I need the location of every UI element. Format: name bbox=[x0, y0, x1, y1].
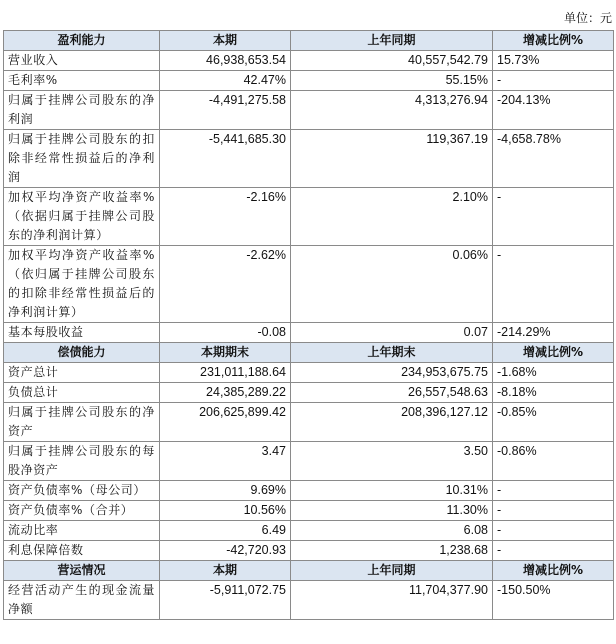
current-value: 10.56% bbox=[160, 501, 291, 521]
previous-period-header: 上年同期 bbox=[291, 561, 493, 581]
table-row bbox=[4, 442, 614, 481]
change-header: 增减比例% bbox=[493, 31, 614, 51]
table-row bbox=[4, 501, 614, 521]
current-value: -0.08 bbox=[160, 323, 291, 343]
row-label: 归属于挂牌公司股东的每股净资产 bbox=[4, 442, 160, 481]
change-percent: 15.73% bbox=[493, 51, 614, 71]
change-percent: -204.13% bbox=[493, 91, 614, 130]
row-label: 负债总计 bbox=[4, 383, 160, 403]
previous-value: 208,396,127.12 bbox=[291, 403, 493, 442]
previous-value: 0.07 bbox=[291, 323, 493, 343]
previous-period-header: 上年期末 bbox=[291, 343, 493, 363]
current-value: 3.47 bbox=[160, 442, 291, 481]
previous-value: 1,238.68 bbox=[291, 541, 493, 561]
previous-period-header: 上年同期 bbox=[291, 31, 493, 51]
table-row bbox=[4, 323, 614, 343]
row-label: 基本每股收益 bbox=[4, 323, 160, 343]
table-row bbox=[4, 91, 614, 130]
row-label: 归属于挂牌公司股东的扣除非经常性损益后的净利润 bbox=[4, 130, 160, 188]
row-label: 流动比率 bbox=[4, 521, 160, 541]
row-label: 资产负债率%（母公司） bbox=[4, 481, 160, 501]
change-percent: - bbox=[493, 521, 614, 541]
table-row bbox=[4, 130, 614, 188]
table-row bbox=[4, 383, 614, 403]
current-value: -5,441,685.30 bbox=[160, 130, 291, 188]
current-value: -2.62% bbox=[160, 246, 291, 323]
section-title: 盈利能力 bbox=[4, 31, 160, 51]
table-row bbox=[4, 581, 614, 620]
table-row bbox=[4, 363, 614, 383]
section-header-row bbox=[4, 31, 614, 51]
change-percent: -0.85% bbox=[493, 403, 614, 442]
table-row bbox=[4, 541, 614, 561]
table-row bbox=[4, 51, 614, 71]
row-label: 加权平均净资产收益率%（依据归属于挂牌公司股东的净利润计算） bbox=[4, 188, 160, 246]
row-label: 资产负债率%（合并） bbox=[4, 501, 160, 521]
current-period-header: 本期 bbox=[160, 561, 291, 581]
current-value: 42.47% bbox=[160, 71, 291, 91]
current-value: -5,911,072.75 bbox=[160, 581, 291, 620]
change-percent: -8.18% bbox=[493, 383, 614, 403]
change-percent: - bbox=[493, 188, 614, 246]
financial-summary-table bbox=[3, 30, 614, 620]
table-row bbox=[4, 188, 614, 246]
change-percent: -214.29% bbox=[493, 323, 614, 343]
previous-value: 2.10% bbox=[291, 188, 493, 246]
table-row bbox=[4, 521, 614, 541]
previous-value: 3.50 bbox=[291, 442, 493, 481]
row-label: 利息保障倍数 bbox=[4, 541, 160, 561]
section-header-row bbox=[4, 343, 614, 363]
row-label: 归属于挂牌公司股东的净利润 bbox=[4, 91, 160, 130]
change-percent: -1.68% bbox=[493, 363, 614, 383]
previous-value: 6.08 bbox=[291, 521, 493, 541]
change-percent: - bbox=[493, 481, 614, 501]
previous-value: 234,953,675.75 bbox=[291, 363, 493, 383]
change-percent: -150.50% bbox=[493, 581, 614, 620]
row-label: 资产总计 bbox=[4, 363, 160, 383]
current-value: -4,491,275.58 bbox=[160, 91, 291, 130]
section-title: 偿债能力 bbox=[4, 343, 160, 363]
row-label: 归属于挂牌公司股东的净资产 bbox=[4, 403, 160, 442]
previous-value: 119,367.19 bbox=[291, 130, 493, 188]
unit-label: 单位：元 bbox=[563, 11, 612, 25]
row-label: 加权平均净资产收益率%（依归属于挂牌公司股东的扣除非经常性损益后的净利润计算） bbox=[4, 246, 160, 323]
change-percent: -0.86% bbox=[493, 442, 614, 481]
previous-value: 0.06% bbox=[291, 246, 493, 323]
change-percent: - bbox=[493, 541, 614, 561]
row-label: 经营活动产生的现金流量净额 bbox=[4, 581, 160, 620]
previous-value: 11,704,377.90 bbox=[291, 581, 493, 620]
change-header: 增减比例% bbox=[493, 561, 614, 581]
current-value: 231,011,188.64 bbox=[160, 363, 291, 383]
current-value: 9.69% bbox=[160, 481, 291, 501]
section-title: 营运情况 bbox=[4, 561, 160, 581]
previous-value: 26,557,548.63 bbox=[291, 383, 493, 403]
table-row bbox=[4, 403, 614, 442]
change-percent: - bbox=[493, 501, 614, 521]
change-header: 增减比例% bbox=[493, 343, 614, 363]
change-percent: -4,658.78% bbox=[493, 130, 614, 188]
section-header-row bbox=[4, 561, 614, 581]
current-period-header: 本期期末 bbox=[160, 343, 291, 363]
current-value: 206,625,899.42 bbox=[160, 403, 291, 442]
table-row bbox=[4, 71, 614, 91]
current-value: -2.16% bbox=[160, 188, 291, 246]
previous-value: 10.31% bbox=[291, 481, 493, 501]
current-value: 46,938,653.54 bbox=[160, 51, 291, 71]
previous-value: 40,557,542.79 bbox=[291, 51, 493, 71]
previous-value: 4,313,276.94 bbox=[291, 91, 493, 130]
previous-value: 11.30% bbox=[291, 501, 493, 521]
current-value: 24,385,289.22 bbox=[160, 383, 291, 403]
current-value: 6.49 bbox=[160, 521, 291, 541]
table-row bbox=[4, 246, 614, 323]
table-row bbox=[4, 481, 614, 501]
current-value: -42,720.93 bbox=[160, 541, 291, 561]
change-percent: - bbox=[493, 71, 614, 91]
change-percent: - bbox=[493, 246, 614, 323]
row-label: 毛利率% bbox=[4, 71, 160, 91]
current-period-header: 本期 bbox=[160, 31, 291, 51]
row-label: 营业收入 bbox=[4, 51, 160, 71]
previous-value: 55.15% bbox=[291, 71, 493, 91]
